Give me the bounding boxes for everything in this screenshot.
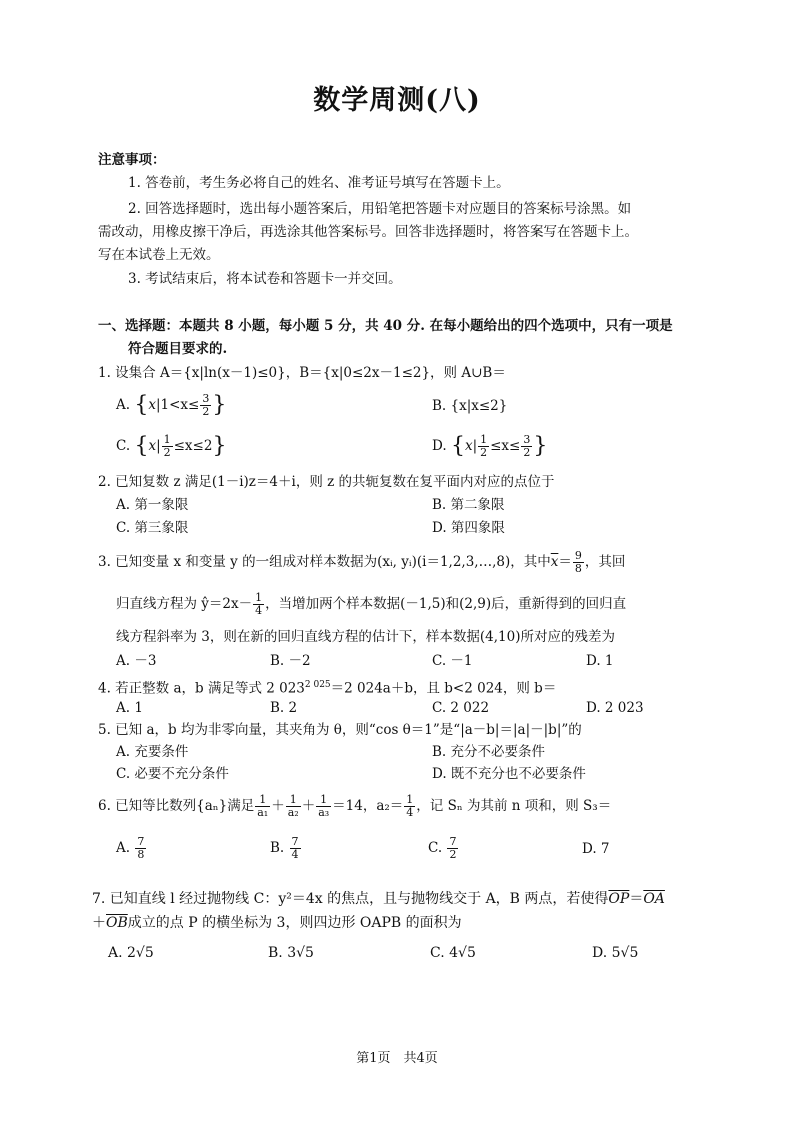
vector-op: $\overline{OP}$ xyxy=(608,891,630,907)
notice-item: 2. 回答选择题时，选出每小题答案后，用铅笔把答题卡对应题目的答案标号涂黑。如 xyxy=(128,201,632,217)
fraction-den: 2 xyxy=(480,446,488,459)
option-a: A. 第一象限 xyxy=(116,497,189,513)
fraction xyxy=(255,794,270,819)
question-stem xyxy=(92,890,665,908)
fraction xyxy=(135,836,146,861)
option-a: A. 1 xyxy=(116,700,143,716)
fraction-num: 1 xyxy=(316,794,331,807)
question-stem-cont xyxy=(116,592,626,617)
set-cond: 1<x≤ xyxy=(160,397,200,413)
fraction xyxy=(200,393,211,418)
fraction-num: 7 xyxy=(137,835,145,848)
option-a: A. 2√5 xyxy=(108,945,154,961)
fraction-den: a₃ xyxy=(318,806,330,819)
fraction xyxy=(521,434,532,459)
question-stem xyxy=(98,550,625,575)
option-d: D. 既不充分也不必要条件 xyxy=(432,766,586,782)
fraction xyxy=(162,434,173,459)
set-bar: | xyxy=(156,438,161,454)
option-d: D. 第四象限 xyxy=(432,520,505,536)
option-a xyxy=(116,836,147,861)
brace-right: } xyxy=(212,433,227,459)
section-heading-cont: 符合题目要求的. xyxy=(128,341,228,357)
fraction-den: 2 xyxy=(202,405,210,418)
option-c xyxy=(116,434,226,459)
equals: ＝ xyxy=(558,554,572,570)
notice-heading: 注意事项： xyxy=(98,152,166,168)
fraction-den: 8 xyxy=(137,848,145,861)
fraction xyxy=(253,592,264,617)
set-bar: | xyxy=(472,438,478,454)
fraction-num: 3 xyxy=(523,433,531,446)
fraction xyxy=(290,836,301,861)
option-label: A. xyxy=(116,840,131,856)
option-label: D. xyxy=(432,438,447,454)
set-var: x xyxy=(148,397,156,413)
brace-right: } xyxy=(533,433,548,459)
fraction-num: 7 xyxy=(291,835,299,848)
fraction-num: 3 xyxy=(202,392,210,405)
fraction-den: a₁ xyxy=(257,806,269,819)
brace-right: } xyxy=(212,392,227,418)
set-cond: ≤x≤2 xyxy=(173,438,213,454)
exponent: 2 025 xyxy=(304,680,331,690)
option-label: A. xyxy=(116,397,131,413)
option-c xyxy=(428,836,459,861)
x-bar: $\overline{x}$ xyxy=(550,554,559,570)
fraction xyxy=(573,550,584,575)
fraction xyxy=(316,794,331,819)
option-b: B. －2 xyxy=(270,653,311,669)
fraction-num: 1 xyxy=(255,794,270,807)
fraction-den: 2 xyxy=(523,446,531,459)
fraction-num: 7 xyxy=(449,835,457,848)
fraction-num: 9 xyxy=(574,549,582,562)
plus: ＋ xyxy=(271,798,285,814)
stem-text: ，当增加两个样本数据(－1,5)和(2,9)后，重新得到的回归直 xyxy=(265,596,627,612)
question-stem xyxy=(98,794,611,819)
fraction-num: 1 xyxy=(286,794,301,807)
option-c: C. 2 022 xyxy=(432,700,490,716)
option-b: B. 3√5 xyxy=(268,945,314,961)
set-bar: | xyxy=(155,397,161,413)
fraction-num: 1 xyxy=(255,591,263,604)
option-c: C. 必要不充分条件 xyxy=(116,766,229,782)
option-b xyxy=(270,836,302,861)
fraction xyxy=(286,794,301,819)
fraction-num: 1 xyxy=(480,433,488,446)
stem-text: ＝14，a₂＝ xyxy=(332,798,404,814)
fraction-num: 1 xyxy=(406,793,414,806)
set-var: x xyxy=(148,438,157,454)
notice-item: 1. 答卷前，考生务必将自己的姓名、准考证号填写在答题卡上。 xyxy=(128,175,510,191)
stem-text: 6. 已知等比数列{aₙ}满足 xyxy=(98,798,255,814)
fraction-den: 8 xyxy=(574,562,582,575)
fraction-num: 1 xyxy=(163,433,171,446)
section-heading: 一、选择题：本题共 8 小题，每小题 5 分，共 40 分. 在每小题给出的四个选项中，只有一项是 xyxy=(98,318,673,334)
set-cond: ≤x≤ xyxy=(490,438,521,454)
option-d: D. 1 xyxy=(586,653,614,669)
option-d: D. 2 023 xyxy=(586,700,644,716)
fraction xyxy=(478,434,489,459)
brace-left: { xyxy=(134,392,149,418)
fraction-den: 2 xyxy=(449,848,457,861)
vector-ob: $\overline{OB}$ xyxy=(106,915,128,931)
option-c: C. 第三象限 xyxy=(116,520,189,536)
option-b: B. 第二象限 xyxy=(432,497,505,513)
fraction-den: 4 xyxy=(406,806,414,819)
vector-oa: $\overline{OA}$ xyxy=(643,891,665,907)
fraction-den: 4 xyxy=(291,848,299,861)
notice-item: 需改动，用橡皮擦干净后，再选涂其他答案标号。回答非选择题时，将答案写在答题卡上。 xyxy=(98,224,638,240)
brace-left: { xyxy=(134,433,149,459)
option-label: C. xyxy=(116,438,131,454)
fraction-den: a₂ xyxy=(287,806,299,819)
option-c: C. 4√5 xyxy=(430,945,476,961)
option-b: B. 充分不必要条件 xyxy=(432,744,546,760)
fraction xyxy=(404,794,415,819)
option-a: A. －3 xyxy=(116,653,157,669)
option-d: D. 5√5 xyxy=(592,945,639,961)
option-a xyxy=(116,393,226,418)
stem-text: 成立的点 P 的横坐标为 3，则四边形 OAPB 的面积为 xyxy=(127,915,462,931)
option-c: C. －1 xyxy=(432,653,473,669)
notice-item: 3. 考试结束后，将本试卷和答题卡一并交回。 xyxy=(128,271,402,287)
page-footer: 第1页 共4页 xyxy=(356,1051,438,1066)
stem-text: ，其回 xyxy=(584,554,626,570)
option-a: A. 充要条件 xyxy=(116,744,189,760)
stem-text: ，记 Sₙ 为其前 n 项和，则 S₃＝ xyxy=(416,798,612,814)
brace-left: { xyxy=(450,433,465,459)
fraction xyxy=(447,836,458,861)
option-d: D. 7 xyxy=(582,841,610,857)
question-stem: 1. 设集合 A＝{x|ln(x－1)≤0}，B＝{x|0≤2x－1≤2}，则 A∪B＝ xyxy=(98,365,506,381)
question-stem xyxy=(98,676,556,698)
question-stem-cont: 线方程斜率为 3，则在新的回归直线方程的估计下，样本数据(4,10)所对应的残差为 xyxy=(116,629,615,645)
option-b: B. {x|x≤2} xyxy=(432,398,508,414)
stem-text: 7. 已知直线 l 经过抛物线 C：y²＝4x 的焦点，且与抛物线交于 A，B 两点，若使得 xyxy=(92,891,609,907)
stem-text: 4. 若正整数 a，b 满足等式 2 023 xyxy=(98,680,305,697)
question-stem: 2. 已知复数 z 满足(1－i)z＝4＋i，则 z 的共轭复数在复平面内对应的点位于 xyxy=(98,474,555,490)
page-title: 数学周测(八) xyxy=(313,85,481,116)
stem-text: 3. 已知变量 x 和变量 y 的一组成对样本数据为(xᵢ, yᵢ)(i＝1,2,3,…,8)，其中 xyxy=(98,554,551,570)
notice-item: 写在本试卷上无效。 xyxy=(98,247,220,263)
plus: ＋ xyxy=(301,798,316,814)
fraction-den: 2 xyxy=(163,446,171,459)
stem-text: ＋ xyxy=(92,915,106,931)
option-b: B. 2 xyxy=(270,700,298,716)
question-stem: 5. 已知 a，b 均为非零向量，其夹角为 θ，则“cos θ＝1”是“|a－b|＝|a|－|b|”的 xyxy=(98,722,582,738)
option-label: B. xyxy=(270,840,285,856)
stem-text: ＝2 024a＋b，且 b<2 024，则 b＝ xyxy=(330,680,557,697)
stem-text: 归直线方程为 ŷ＝2x－ xyxy=(116,596,253,612)
equals: ＝ xyxy=(629,891,644,907)
option-label: C. xyxy=(428,840,443,856)
option-d xyxy=(432,434,547,459)
set-var: x xyxy=(464,438,473,454)
fraction-den: 4 xyxy=(255,604,263,617)
question-stem-cont xyxy=(92,914,462,932)
